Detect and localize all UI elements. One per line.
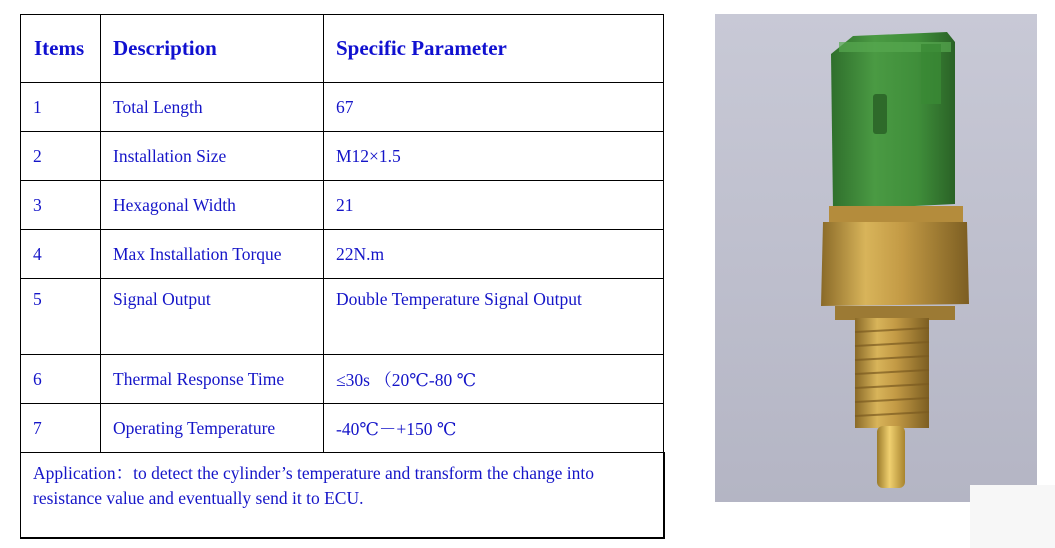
row-item: 6 — [21, 355, 101, 404]
table-row — [21, 404, 664, 453]
row-item: 2 — [21, 132, 101, 181]
row-parameter: 22N.m — [324, 230, 664, 279]
row-item: 4 — [21, 230, 101, 279]
application-text: Application：to detect the cylinder’s temperature and transform the change into resistance value and eventually send it to ECU. — [21, 453, 664, 538]
spec-table — [20, 14, 665, 539]
row-parameter: 67 — [324, 83, 664, 132]
sensor-illustration — [715, 14, 1037, 502]
temperature-sensor-photo — [715, 14, 1037, 502]
row-description: Hexagonal Width — [101, 181, 324, 230]
row-parameter: M12×1.5 — [324, 132, 664, 181]
application-row — [21, 453, 664, 538]
row-item: 7 — [21, 404, 101, 453]
row-description: Operating Temperature — [101, 404, 324, 453]
table-row — [21, 355, 664, 404]
header-description: Description — [101, 15, 324, 83]
row-description: Max Installation Torque — [101, 230, 324, 279]
table-row — [21, 279, 664, 355]
header-parameter: Specific Parameter — [324, 15, 664, 83]
table-row — [21, 132, 664, 181]
row-parameter: ≤30s （20℃-80 ℃ — [324, 355, 664, 404]
row-item: 3 — [21, 181, 101, 230]
table-row — [21, 83, 664, 132]
table-row — [21, 181, 664, 230]
table-row — [21, 230, 664, 279]
header-row — [21, 15, 664, 83]
white-corner — [970, 485, 1055, 548]
header-items: Items — [21, 15, 101, 83]
row-parameter: -40℃－+150 ℃ — [324, 404, 664, 453]
row-description: Installation Size — [101, 132, 324, 181]
row-item: 5 — [21, 279, 101, 355]
row-description: Signal Output — [101, 279, 324, 355]
row-description: Thermal Response Time — [101, 355, 324, 404]
row-description: Total Length — [101, 83, 324, 132]
row-item: 1 — [21, 83, 101, 132]
row-parameter: Double Temperature Signal Output — [324, 279, 664, 355]
row-parameter: 21 — [324, 181, 664, 230]
